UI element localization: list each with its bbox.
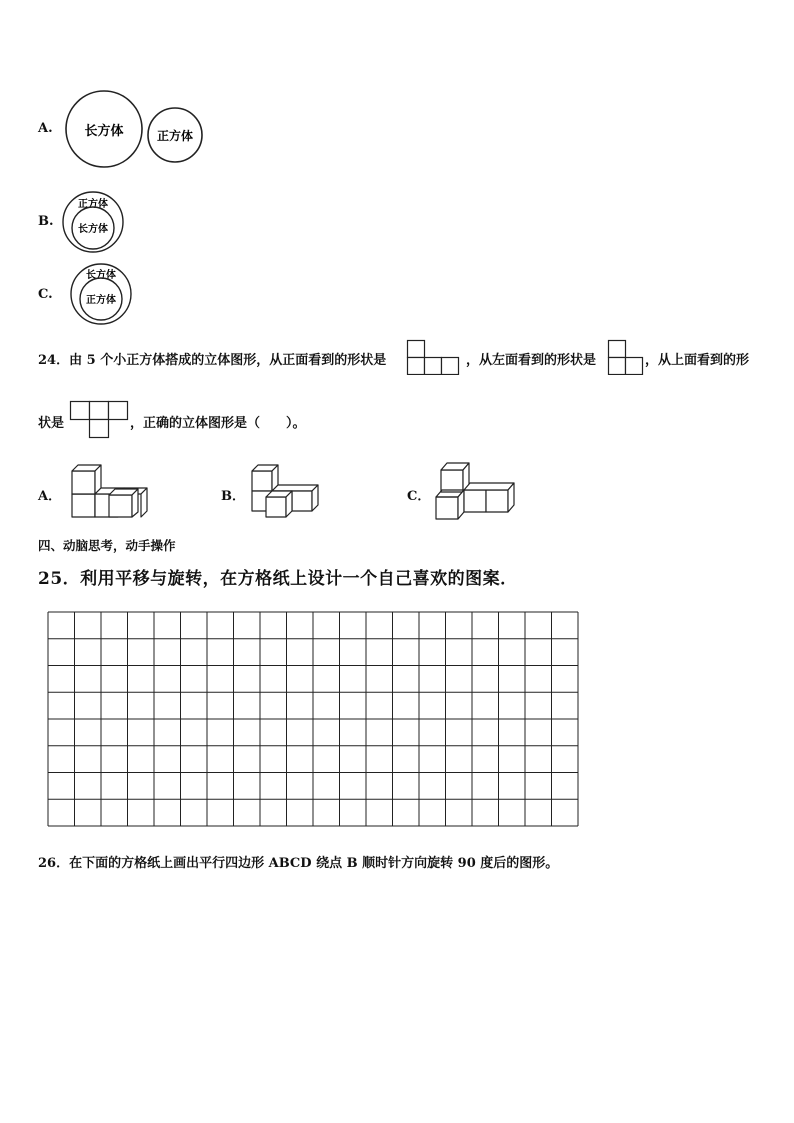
top-view-shape (69, 400, 129, 440)
option-b-label: B. (38, 214, 54, 229)
q24-text-1a: 24．由 5 个小正方体搭成的立体图形，从正面看到的形状是 (38, 353, 387, 368)
cube-figure-b (248, 460, 328, 522)
venn-option-c (68, 263, 136, 325)
q24-option-b-label: B． (221, 489, 245, 504)
cube-figure-a (65, 460, 155, 522)
venn-option-b (60, 190, 130, 255)
front-view-shape (406, 339, 462, 375)
venn-option-a (60, 86, 210, 171)
q24-option-c-label: C． (407, 489, 431, 504)
q25-text: 25．利用平移与旋转，在方格纸上设计一个自己喜欢的图案． (38, 569, 518, 589)
q24-text-2a: 状是 (38, 416, 65, 431)
circle-c-outer-label: 长方体 (86, 270, 116, 281)
q26-text: 26．在下面的方格纸上画出平行四边形 ABCD 绕点 B 顺时针方向旋转 90 度后的图形。 (38, 856, 559, 871)
square-grid-paper (46, 610, 580, 828)
left-view-shape (607, 339, 647, 375)
circle-a-right-label: 正方体 (156, 129, 194, 143)
cube-figure-c (433, 458, 518, 520)
q24-text-1b: ，从左面看到的形状是 (466, 353, 597, 368)
circle-b-inner-label: 长方体 (78, 224, 108, 235)
section-four-heading: 四、动脑思考，动手操作 (38, 538, 176, 553)
q24-text-2b: ，正确的立体图形是（ ）。 (130, 416, 306, 431)
circle-b-outer-label: 正方体 (78, 199, 108, 210)
option-a-label: A. (38, 121, 53, 136)
circle-a-left-label: 长方体 (84, 124, 124, 139)
q24-text-1c: ，从上面看到的形 (645, 353, 750, 368)
option-c-label: C. (38, 287, 53, 302)
q24-option-a-label: A． (38, 489, 62, 504)
circle-c-inner-label: 正方体 (86, 295, 116, 306)
